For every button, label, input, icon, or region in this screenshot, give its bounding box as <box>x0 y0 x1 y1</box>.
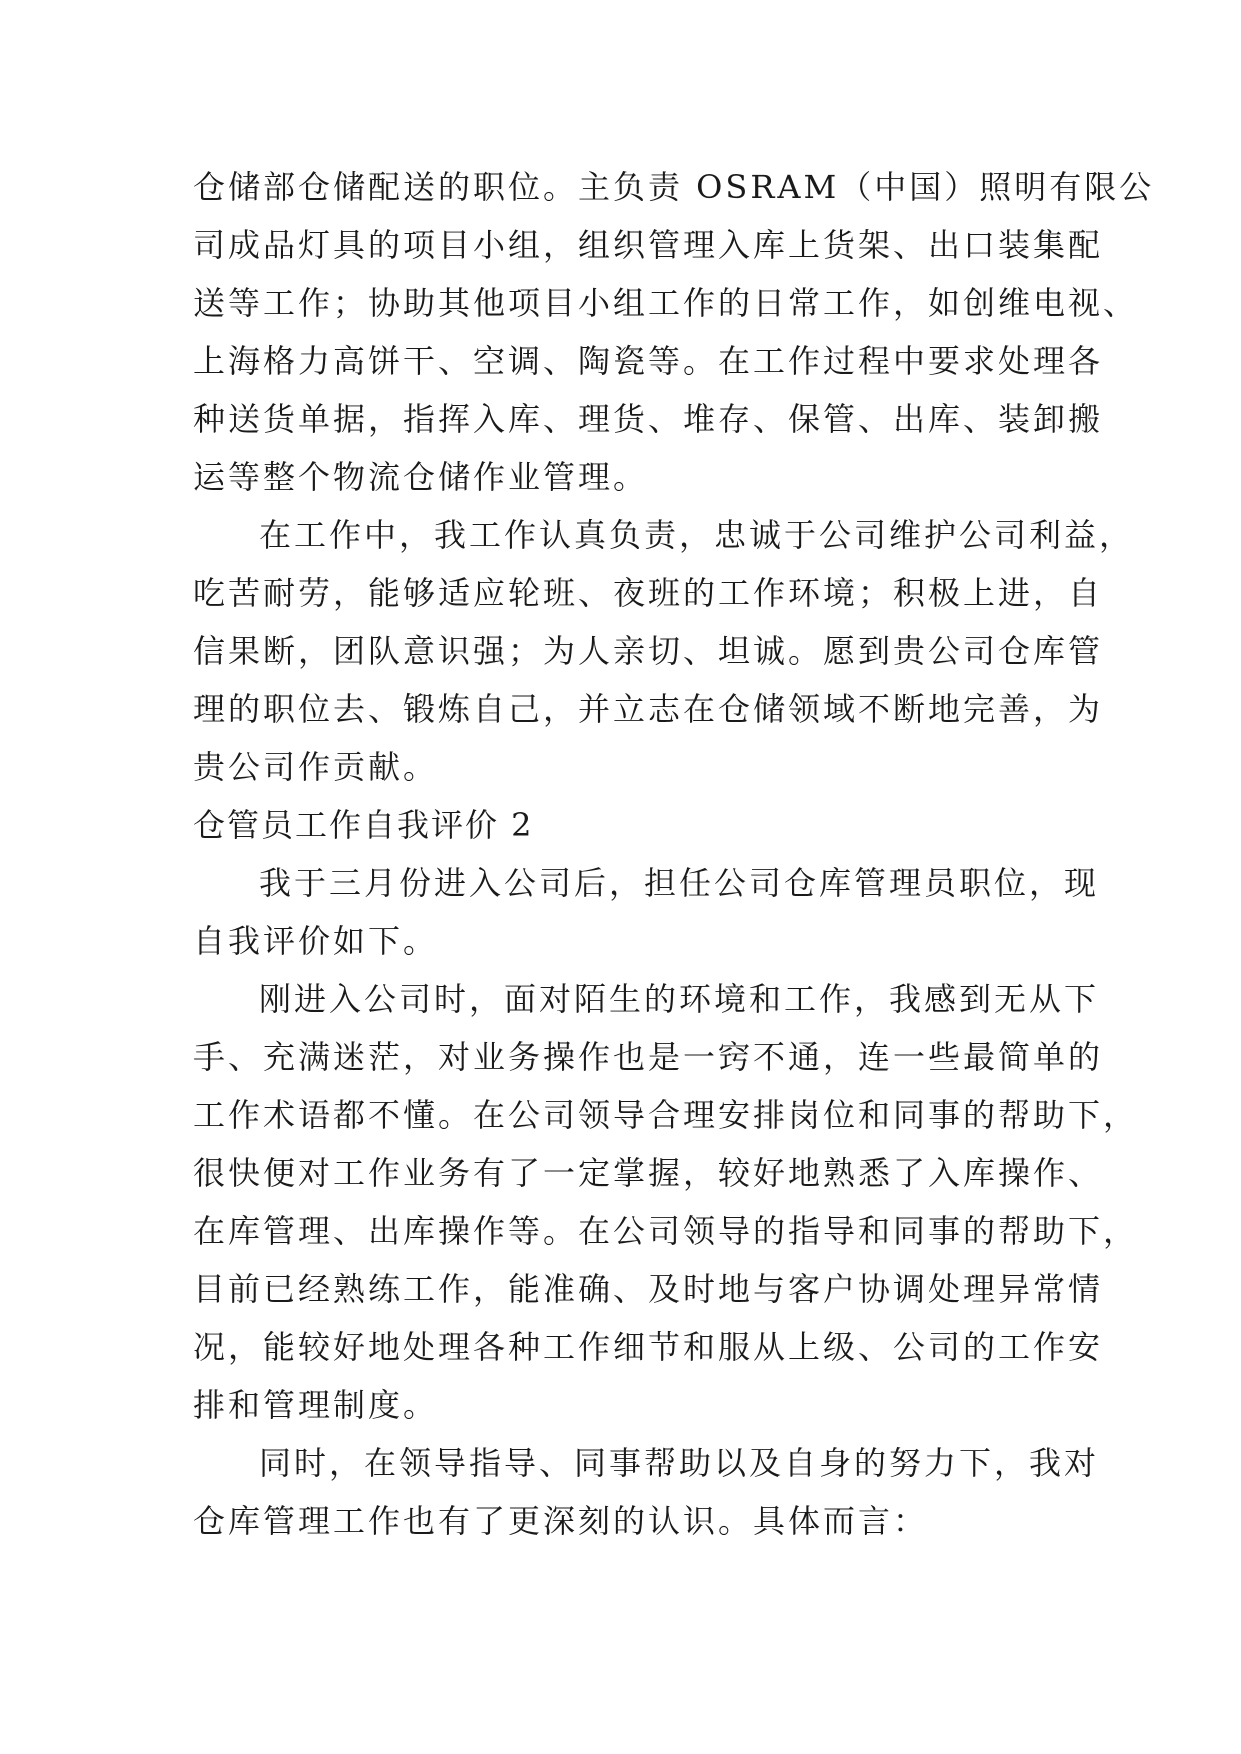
paragraph-line: 仓库管理工作也有了更深刻的认识。具体而言： <box>193 1502 929 1540</box>
paragraph-line: 种送货单据，指挥入库、理货、堆存、保管、出库、装卸搬 <box>193 400 1104 438</box>
paragraph-line: 工作术语都不懂。在公司领导合理安排岗位和同事的帮助下， <box>193 1096 1139 1134</box>
paragraph-line: 同时，在领导指导、同事帮助以及自身的努力下，我对 <box>259 1444 1100 1482</box>
paragraph-line: 上海格力高饼干、空调、陶瓷等。在工作过程中要求处理各 <box>193 342 1104 380</box>
paragraph-line: 贵公司作贡献。 <box>193 748 439 786</box>
paragraph-line: 况，能较好地处理各种工作细节和服从上级、公司的工作安 <box>193 1328 1104 1366</box>
paragraph-line: 很快便对工作业务有了一定掌握，较好地熟悉了入库操作、 <box>193 1154 1104 1192</box>
paragraph-line: 司成品灯具的项目小组，组织管理入库上货架、出口装集配 <box>193 226 1104 264</box>
paragraph-line: 信果断，团队意识强；为人亲切、坦诚。愿到贵公司仓库管 <box>193 632 1104 670</box>
section-heading: 仓管员工作自我评价 2 <box>193 806 534 844</box>
paragraph-line: 自我评价如下。 <box>193 922 439 960</box>
paragraph-line: 送等工作；协助其他项目小组工作的日常工作，如创维电视、 <box>193 284 1139 322</box>
document-page <box>193 158 1155 1550</box>
paragraph-line: 理的职位去、锻炼自己，并立志在仓储领域不断地完善，为 <box>193 690 1104 728</box>
paragraph-line: 我于三月份进入公司后，担任公司仓库管理员职位，现 <box>259 864 1100 902</box>
paragraph-line: 在工作中，我工作认真负责，忠诚于公司维护公司利益， <box>259 516 1135 554</box>
paragraph-line: 在库管理、出库操作等。在公司领导的指导和同事的帮助下， <box>193 1212 1139 1250</box>
paragraph-line: 刚进入公司时，面对陌生的环境和工作，我感到无从下 <box>259 980 1100 1018</box>
paragraph-line: 仓储部仓储配送的职位。主负责 OSRAM（中国）照明有限公 <box>193 168 1155 206</box>
paragraph-line: 目前已经熟练工作，能准确、及时地与客户协调处理异常情 <box>193 1270 1104 1308</box>
paragraph-line: 吃苦耐劳，能够适应轮班、夜班的工作环境；积极上进，自 <box>193 574 1104 612</box>
paragraph-line: 运等整个物流仓储作业管理。 <box>193 458 649 496</box>
paragraph-line: 手、充满迷茫，对业务操作也是一窍不通，连一些最简单的 <box>193 1038 1104 1076</box>
paragraph-line: 排和管理制度。 <box>193 1386 439 1424</box>
